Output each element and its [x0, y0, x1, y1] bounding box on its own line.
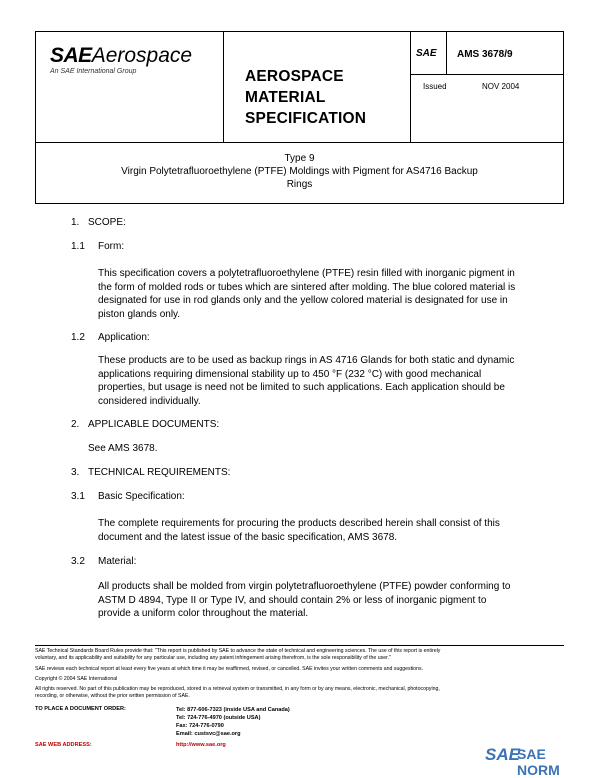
- paragraph-line: provide a uniform color throughout the material.: [98, 608, 309, 619]
- title-line-2: MATERIAL: [245, 89, 326, 106]
- watermark-brand-text: SAE NORM: [517, 746, 560, 778]
- title-type: Type 9: [284, 153, 315, 164]
- section-1-2-heading: Application:: [98, 332, 150, 343]
- title-block: [35, 142, 564, 204]
- section-1-1-paragraph: [98, 267, 558, 321]
- paragraph-line: applications requiring dimensional stability up to 450 °F (232 °C) with good mechanical: [98, 368, 482, 380]
- order-label: TO PLACE A DOCUMENT ORDER:: [35, 706, 126, 712]
- paragraph-line: the form of molded rods or tubes which are sintered after molding. The blue colored material is: [98, 281, 516, 293]
- footer-copyright: Copyright © 2004 SAE International: [35, 676, 118, 682]
- small-sae-logo: SAE: [416, 48, 437, 59]
- section-3-1-paragraph: [98, 517, 558, 544]
- contact-fax: Fax: 724-776-0790: [176, 723, 224, 729]
- spec-number: AMS 3678/9: [457, 49, 513, 60]
- contact-block: [176, 706, 290, 738]
- section-2-heading: APPLICABLE DOCUMENTS:: [88, 419, 220, 430]
- paragraph-line: considered individually.: [98, 395, 201, 407]
- paragraph-line: designated for use in rod glands only and the yellow colored material is designated for use in: [98, 295, 508, 306]
- svg-text:SAE: SAE: [485, 745, 520, 764]
- contact-phone-us: Tel: 877-606-7323 (inside USA and Canada): [176, 707, 290, 713]
- title-line-1: AEROSPACE: [245, 68, 344, 85]
- paragraph-line: properties, but usage is need not be limited to such applications. Each application should be: [98, 382, 505, 393]
- section-3-number: 3.: [71, 467, 80, 478]
- section-1-number: 1.: [71, 217, 80, 228]
- section-1-1-number: 1.1: [71, 241, 85, 252]
- header-divider-right: [410, 31, 411, 143]
- section-2-number: 2.: [71, 419, 80, 430]
- footer-rules-line: SAE Technical Standards Board Rules provide that: "This report is published by SAE to advance the state of technical and engineering sciences. The use of this report is entirely: [35, 648, 441, 654]
- section-3-2-number: 3.2: [71, 556, 85, 567]
- section-3-heading: TECHNICAL REQUIREMENTS:: [88, 467, 231, 478]
- header-divider-number: [446, 31, 447, 74]
- header-divider-left: [223, 31, 224, 143]
- title-description: Virgin Polytetrafluoroethylene (PTFE) Moldings with Pigment for AS4716 Backup: [121, 166, 478, 177]
- footer-rights: [35, 686, 440, 700]
- paragraph-line: piston glands only.: [98, 308, 181, 320]
- footer-rights-line: recording, or otherwise, without the prior written permission of SAE.: [35, 693, 190, 699]
- footer-review: SAE reviews each technical report at least every five years at which time it may be reaffirmed, revised, or cancelled. SAE invites your written comments and suggestions.: [35, 666, 423, 672]
- section-2-text: See AMS 3678.: [88, 443, 158, 454]
- paragraph-line: This specification covers a polytetrafluoroethylene (PTFE) resin filled with inorganic pigment in: [98, 268, 515, 279]
- footer-divider: [35, 645, 564, 646]
- section-3-1-heading: Basic Specification:: [98, 491, 185, 502]
- footer-rights-line: All rights reserved. No part of this publication may be reproduced, stored in a retrieval system or transmitted, in any form or by any means, electronic, mechanical, photocopying,: [35, 686, 440, 692]
- contact-phone-intl: Tel: 724-776-4970 (outside USA): [176, 715, 261, 721]
- paragraph-line: document and the latest issue of the basic specification, AMS 3678.: [98, 531, 398, 543]
- web-address-link[interactable]: http://www.sae.org: [176, 742, 226, 748]
- section-1-2-number: 1.2: [71, 332, 85, 343]
- web-address-label: SAE WEB ADDRESS:: [35, 742, 92, 748]
- paragraph-line: The complete requirements for procuring the products described herein shall consist of this: [98, 518, 500, 529]
- footer-rules: [35, 648, 565, 662]
- contact-email: Email: custsvc@sae.org: [176, 731, 241, 737]
- document-type-title: [245, 66, 366, 129]
- sae-norm-watermark: [484, 742, 584, 778]
- section-3-2-paragraph: [98, 580, 558, 621]
- paragraph-line: These products are to be used as backup rings in AS 4716 Glands for both static and dynamic: [98, 355, 515, 366]
- section-1-2-paragraph: [98, 354, 558, 408]
- title-line-3: SPECIFICATION: [245, 110, 367, 127]
- footer-rules-line: voluntary, and its applicability and suitability for any particular use, including any patent infringement arising therefrom, is the sole responsibility of the user.": [35, 655, 391, 661]
- section-3-1-number: 3.1: [71, 491, 85, 502]
- logo-sae-text: SAE: [50, 44, 92, 67]
- section-1-1-heading: Form:: [98, 241, 125, 252]
- logo-tagline: An SAE International Group: [50, 68, 137, 75]
- issued-label: Issued: [423, 82, 447, 91]
- title-description-cont: Rings: [286, 179, 313, 190]
- logo-aerospace-text: Aerospace: [91, 44, 193, 67]
- section-3-2-heading: Material:: [98, 556, 137, 567]
- section-1-heading: SCOPE:: [88, 217, 126, 228]
- header-divider-issued: [410, 74, 564, 75]
- issued-date: NOV 2004: [482, 82, 520, 91]
- sae-norm-logo-icon: [484, 742, 520, 766]
- sae-aerospace-logo: [50, 44, 192, 68]
- paragraph-line: ASTM D 4894, Type II or Type IV, and should contain 2% or less of inorganic pigment to: [98, 594, 487, 606]
- paragraph-line: All products shall be molded from virgin polytetrafluoroethylene (PTFE) powder conforming to: [98, 581, 511, 592]
